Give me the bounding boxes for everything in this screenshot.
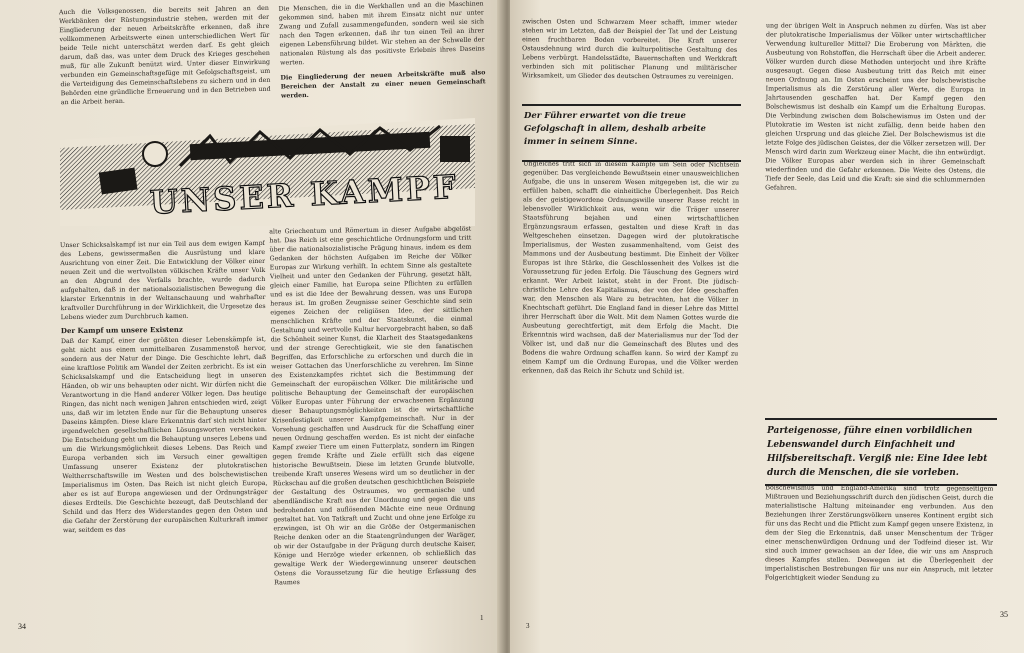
paragraph: ung der übrigen Welt in Anspruch nehmen zu dürfen. Was ist aber der plutokratische Imperialismus der Völker unter wirtschaftlicher Verwendung kultureller Mittel? Die Eroberung von Märkten, die Ausbeutung von Rohstoffen, die Herrschaft über die Arbeit anderer. Völker wurden durch diese Methoden unterjocht und ihre Kräfte ausgesaugt. Gegen diese Ausbeutung tritt das Reich mit einer neuen Ordnung an. Im Osten erscheint uns der bolschewistische Imperialismus als die Zerstörung aller Werte, die Europa in Jahrtausenden geschaffen hat. Der Kampf gegen den Bolschewismus ist deshalb ein Kampf um die Erhaltung Europas. Die Verbindung zwischen dem Bolschewismus im Osten und der Plutokratie im Westen ist nicht zufällig, denn beide haben den gleichen Ursprung und das gleiche Ziel. Der Bolschewismus ist die letzte Folge des jüdischen Geistes, der die Völker zersetzen will. Der Mensch wird darin zum Werkzeug einer Macht, die ihn entwürdigt. Die Völker Europas aber werden sich in ihrer Gemeinschaft wiederfinden und die Gefahr erkennen. Die Weite des Ostens, die Tiefe der Seele, das Leid und die Kraft: sie sind die schlummernden Gefahren. [765, 22, 987, 192]
paragraph-bold: Die Eingliederung der neuen Arbeitskräfte muß also Bereichen der Anstalt zu einer neuen Gemeinschaft werden. [280, 69, 486, 100]
left-top-column-1 [59, 4, 271, 118]
paragraph: zwischen Osten und Schwarzem Meer schafft, immer wieder stehen wir im Letzten, daß der Beispiel der Tat und der Leistung einen fruchtbaren Boden vorbereitet. Die Kraft unserer Ostausdehnung wird durch die kulturpolitische Gestaltung des Lebens verbürgt. Handelsstädte, Bauernschaften und Werkkraft verbinden sich mit politischer Planung und militärischer Wirksamkeit, um Glieder des deutschen Ostraumes zu vereinigen. [521, 18, 738, 81]
paragraph: Daß der Kampf, einer der größten dieser Lebenskämpfe ist, geht nicht aus einem unmittelbaren Zusammenstoß hervor, sondern aus der Natur der Dinge. Die Geschichte lehrt, daß eine kraftlose Politik am Wandel der Zeiten zerbricht. Es ist ein Schicksalskampf und die Entscheidung liegt in unseren Händen, ob wir uns behaupten oder nicht. Wir dürfen nicht die Verantwortung in die Hand anderer Völker legen. Das heutige Ringen, das nicht nach wenigen Jahren entschieden wird, zeigt uns, daß wir im letzten Ende nur für die Behauptung unseres Daseins kämpfen. Diese klare Erkenntnis darf sich nicht hinter irgendwelchen gesellschaftlichen Lösungsworten verstecken. Die Entscheidung geht um die Behauptung unseres Lebens und um die Wirkungsmöglichkeit dieses Lebens. Das Reich und Europa verbanden sich im Versuch einer gewaltigen Umfassung unserer Existenz der plutokratischen Weltherrschaftswille im Westen und des bolschewistischen Imperialismus im Osten. Das Reich ist nicht gleich Europa, aber es ist auf Europa angewiesen und der Ordnungsträger dieses Erdteils. Die Geschichte bezeugt, daß Deutschland der Schild und das Herz des Widerstandes gegen den Osten und die Gefahr der Zerstörung der europäischen Kulturkraft immer war, seitdem es das [60, 335, 268, 535]
paragraph: Die Menschen, die in die Werkhallen und an die Maschinen gekommen sind, haben mit ihrem Einsatz nicht nur unter Zwang und Zufall zusammengefunden, sondern weil sie sich nach den Tagen erkennen, daß ihr tun einen Teil an ihrer eigenen Lebensführung bildet. Wir stehen an der Schwelle der nationalen Rüstung als das positivste Erlebnis ihres Daseins werten. [278, 0, 485, 67]
paragraph: Auch die Volksgenossen, die bereits seit Jahren an den Werkbänken der Rüstungsindustrie stehen, werden mit der Eingliederung der neuen Arbeitskräfte erkennen, daß ihre vollkommenen Arbeitswerte einen unterschiedlichen Wert für beide Teile nicht unterschätzt werden darf. Es geht gleich darum, daß das, was unter dem Druck des Krieges geschehen muß, für alle Zukunft benützt wird. Unter dieser Einwirkung verbunden ein Gemeinschaftsgefüge mit Gefolgschaftsgeist, um die Verteidigung des Gemeinschaftslebens zu sichern und in den Behörden eine gründliche Erneuerung und in den Betrieben und an die Arbeit heran. [58, 4, 271, 107]
left-column-a [60, 239, 269, 636]
page-number-35: 35 [1000, 610, 1008, 619]
right-column-d-tail [765, 483, 994, 620]
left-top-column-2 [279, 0, 487, 121]
section-heading: Der Kampf um unsere Existenz [60, 324, 183, 336]
left-column-b [269, 225, 477, 628]
unser-kampf-banner [60, 118, 475, 226]
right-column-c [521, 159, 739, 630]
page-number-inner-left: 1 [480, 614, 484, 622]
paragraph: Ungleiches tritt sich in diesem Kampfe um Sein oder Nichtsein gegenüber. Das vergleichende Bewußtsein einer unausweichlichen Aufgabe, die uns in unserem Wesen mitgegeben ist, die wir zu erfüllen haben, schafft die einheitliche Überlegenheit. Das Reich als der geistigewordene Ordnungswille unserer Rasse reicht in lebensvoller Wirklichkeit aus, wenn wir die Träger unserer Staatsführung bejahen und einen wirtschaftlichen Ergänzungsraum erfassen, gestalten und diese Kraft in das Weltgeschehen einsetzen. Dagegen wird der plutokratische Imperialismus, der Westen zusammenhaltend, vom Geist des Mammons und der Ausbeutung bestimmt. Die Einheit der Völker Europas ist ihre Stärke, die Geschlossenheit des Volkes ist die Voraussetzung für jeden Erfolg. Die Täuschung des Gegners wird erkannt. Wer Arbeit leistet, steht in der Front. Die jüdisch-christliche Lehre des Kapitalismus, der von der Idee geschaffen war, den Menschen als Ware zu betrachten, hat die Völker in Knechtschaft geführt. Die England fand in dieser Lehre das Mittel ihrer Herrschaft über die Welt. Mit dem Namen Gottes wurde die Ausbeutung gerechtfertigt, mit dem Erfolg die Macht. Die Erkenntnis wird wachsen, daß der Materialismus nur der Tod der Völker ist, und daß nur die Gemeinschaft des Blutes und des Bodens die wahre Ordnung schaffen kann. So wird der Kampf zu einem Kampf um die Ordnung Europas, und die Völker werden erkennen, daß das Reich ihr Schutz und Schild ist. [522, 160, 740, 376]
left-page [0, 0, 505, 653]
right-page [510, 0, 1024, 653]
callout-fuehrer [522, 104, 741, 162]
callout-parteigenosse [765, 418, 997, 486]
banner-title: UNSER KAMPF [149, 167, 460, 222]
paragraph: Unser Schicksalskampf ist nur ein Teil aus dem ewigen Kampf des Lebens, gewissermaßen die Ausrüstung und klare Ausrichtung von einer Zeit. Die Entwicklung der Völker einer neuen Zeit und die wertvollsten völkischen Kräfte unser Volk an den Abgrund des Verfalls brachte, wurde dadurch aufgehalten, daß in der nationalsozialistischen Bewegung die klarster Erkenntnis in der Weltanschauung und wahrhafter kraftvoller Durchführung in der Wirklichkeit, die Urgesetze des Lebens wieder zum Durchbruch kamen. [59, 239, 266, 322]
paragraph: alte Griechentum und Römertum in dieser Aufgabe abgelöst hat. Das Reich ist eine geschichtliche Ordnungsform und tritt über die nationalsozialistische Prägung hinaus, indem es dem Gedanken der höchsten Aufgaben im Reiche der Völker Europas zur Wirkung verhilft. In echtem Sinne als gestaltete Vielheit und unter den Gedanken der Führung, gesetzt hält, gleich einer Familie, hat Europa seine Pflichten zu erfüllen und es ist die Idee der Bewahrung dessen, was uns Europa heraus ist. Im großen Zeugnisse seiner Geschichte sind sein eigenes Zeichen der religiösen Idee, der sittlichen menschlichen Kräfte und der Staatskunst, die einmal Gestaltung und wertvolle Kultur hervorgebracht haben, so daß die Schönheit seiner Kunst, die Klarheit des Staatsgedankens und der strenge Gerechtigkeit, wie sie den fanatischen Begriffen, das Erforschliche zu erforschen und durch die in weiser Gottachen das Unerforschliche zu verehren. Im Sinne des Existenzkampfes richtet sich die Bestimmung der Gemeinschaft der europäischen Völker. Die militärische und politische Behauptung der Gemeinschaft der europäischen Völker Europas unter Führung der erwachsenen Ergänzung dieser Behauptungsmöglichkeiten ist die wirtschaftliche Krisenfestigkeit unserer Kampfgemeinschaft. Nur in der Vorsehung geschaffen und Ausdruck für die Schaffung einer neuen Ordnung geschaffen werden. Es ist nicht der einfache Kampf zweier Tiere um einen Futterplatz, sondern im Ringen gegen fremde Kräfte und Ziele erfüllt sich das eigene historische Bewußtsein. Diese im letzten Grunde blutvolle, treibende Kraft unseres Wesens wird um so deutlicher in der Rückschau auf die großen deutschen geschichtlichen Beispiele der Gestaltung des Ostraumes, wo germanische und abendländische Kraft aus der Unordnung und gegen die uns bedrohenden und auflösenden Mächte eine neue Ordnung gestaltet hat. Von Tatkraft und Zucht und ohne jene Erfolge zu erzwingen, ist Oh wir an die Größe der Ostgermanischen Reiche denken oder an die Staatengründungen der Waräger, ob wir der Ostaufgabe in der Prägung durch deutsche Kaiser, Könige und Herzöge wieder erkennen, ob schließlich das gewaltige Werk der Wiedergewinnung unserer deutschen Ostens die Voraussetzung für die heutige Erfassung des Raumes [269, 225, 477, 587]
page-number-inner-right: 3 [526, 622, 530, 630]
right-column-c-top [522, 17, 738, 100]
page-number-34: 34 [18, 622, 26, 631]
callout-text: Der Führer erwartet von die treue Gefolgschaft in allem, deshalb arbeite immer in seinem Sinne. [524, 111, 706, 147]
callout-text: Parteigenosse, führe einen vorbildlichen Lebenswandel durch Einfachheit und Hilfsbereitschaft. Vergiß nie: Eine Idee lebt durch die Menschen, die sie vorleben. [767, 426, 988, 478]
right-column-d [764, 21, 986, 412]
paragraph: Bolschewismus und England-Amerika sind trotz gegenseitigem Mißtrauen und Beziehungsschrift durch den jüdischen Geist, durch die materialistische Haltung miteinander eng verbunden. Aus den Beziehungen ihrer Zerstörungsvölkern unseres Kontinent ergibt sich für uns das Recht und die Pflicht zum Kampf gegen unsere Existenz, in dem der Sieg die Erkenntnis, daß unser Menschentum der Träger einer menschenwürdigen Ordnung und der Todfeind dieser ist. Wir sind auch immer gewachsen an der Idee, die wir uns am Anspruch dieses Kampfes stellen. Deswegen ist die Überlegenheit der imperialistischen Bestrebungen für uns nur ein Anspruch, mit letzter Folgerichtigkeit wieder Sendung zu [764, 484, 994, 583]
